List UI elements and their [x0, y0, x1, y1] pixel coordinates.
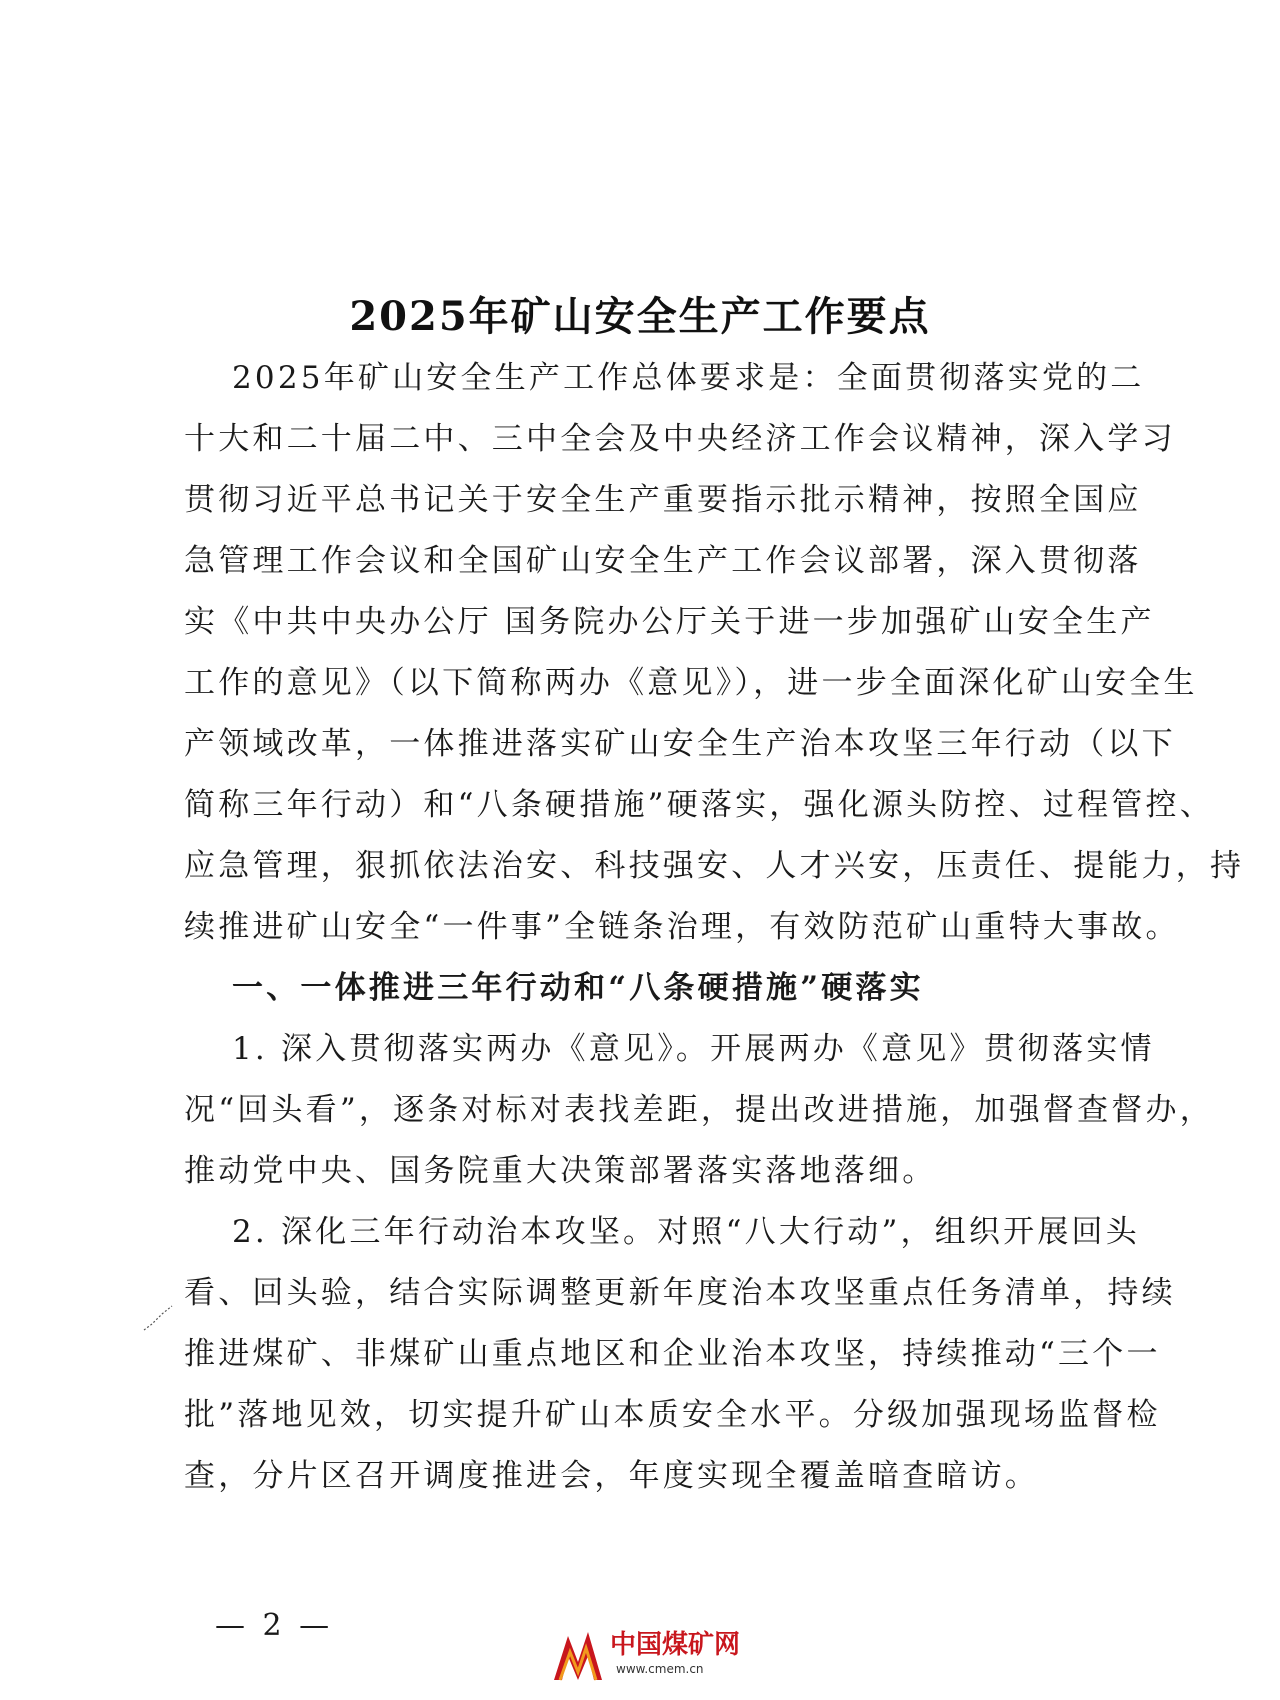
text-line: 批”落地见效，切实提升矿山本质安全水平。分级加强现场监督检	[184, 1397, 1161, 1433]
text-line: 应急管理，狠抓依法治安、科技强安、人才兴安，压责任、提能力，持	[184, 848, 1245, 884]
text-line: 贯彻习近平总书记关于安全生产重要指示批示精神，按照全国应	[184, 482, 1142, 518]
text-line: 实《中共中央办公厅 国务院办公厅关于进一步加强矿山安全生产	[184, 604, 1155, 640]
text-line: 推进煤矿、非煤矿山重点地区和企业治本攻坚，持续推动“三个一	[184, 1336, 1161, 1372]
text-line: 急管理工作会议和全国矿山安全生产工作会议部署，深入贯彻落	[184, 543, 1142, 579]
text-line: 2. 深化三年行动治本攻坚。对照“八大行动”，组织开展回头	[232, 1214, 1140, 1250]
text-line: 工作的意见》（以下简称两办《意见》），进一步全面深化矿山安全生	[184, 665, 1198, 701]
text-line: 十大和二十届二中、三中全会及中央经济工作会议精神，深入学习	[184, 421, 1176, 457]
text-line: 2025年矿山安全生产工作总体要求是：全面贯彻落实党的二	[232, 360, 1145, 396]
text-line: 况“回头看”，逐条对标对表找差距，提出改进措施，加强督查督办，	[184, 1092, 1214, 1128]
text-line: 简称三年行动）和“八条硬措施”硬落实，强化源头防控、过程管控、	[184, 787, 1214, 823]
section-heading: 一、一体推进三年行动和“八条硬措施”硬落实	[232, 970, 924, 1006]
text-line: 推动党中央、国务院重大决策部署落实落地落细。	[184, 1153, 937, 1189]
document-title: 2025年矿山安全生产工作要点	[349, 293, 931, 340]
cmem-logo-icon	[550, 1622, 606, 1684]
text-line: 看、回头验，结合实际调整更新年度治本攻坚重点任务清单，持续	[184, 1275, 1176, 1311]
text-line: 查，分片区召开调度推进会，年度实现全覆盖暗查暗访。	[184, 1458, 1039, 1494]
text-line: 1. 深入贯彻落实两办《意见》。开展两办《意见》贯彻落实情	[232, 1031, 1155, 1067]
scan-mark-icon	[142, 1300, 176, 1334]
page-number: — 2 —	[215, 1608, 334, 1643]
watermark-name: 中国煤矿网	[610, 1630, 741, 1660]
text-line: 续推进矿山安全“一件事”全链条治理，有效防范矿山重特大事故。	[184, 909, 1180, 945]
watermark-url: www.cmem.cn	[616, 1662, 704, 1676]
text-line: 产领域改革，一体推进落实矿山安全生产治本攻坚三年行动（以下	[184, 726, 1176, 762]
watermark-logo	[550, 1618, 750, 1688]
